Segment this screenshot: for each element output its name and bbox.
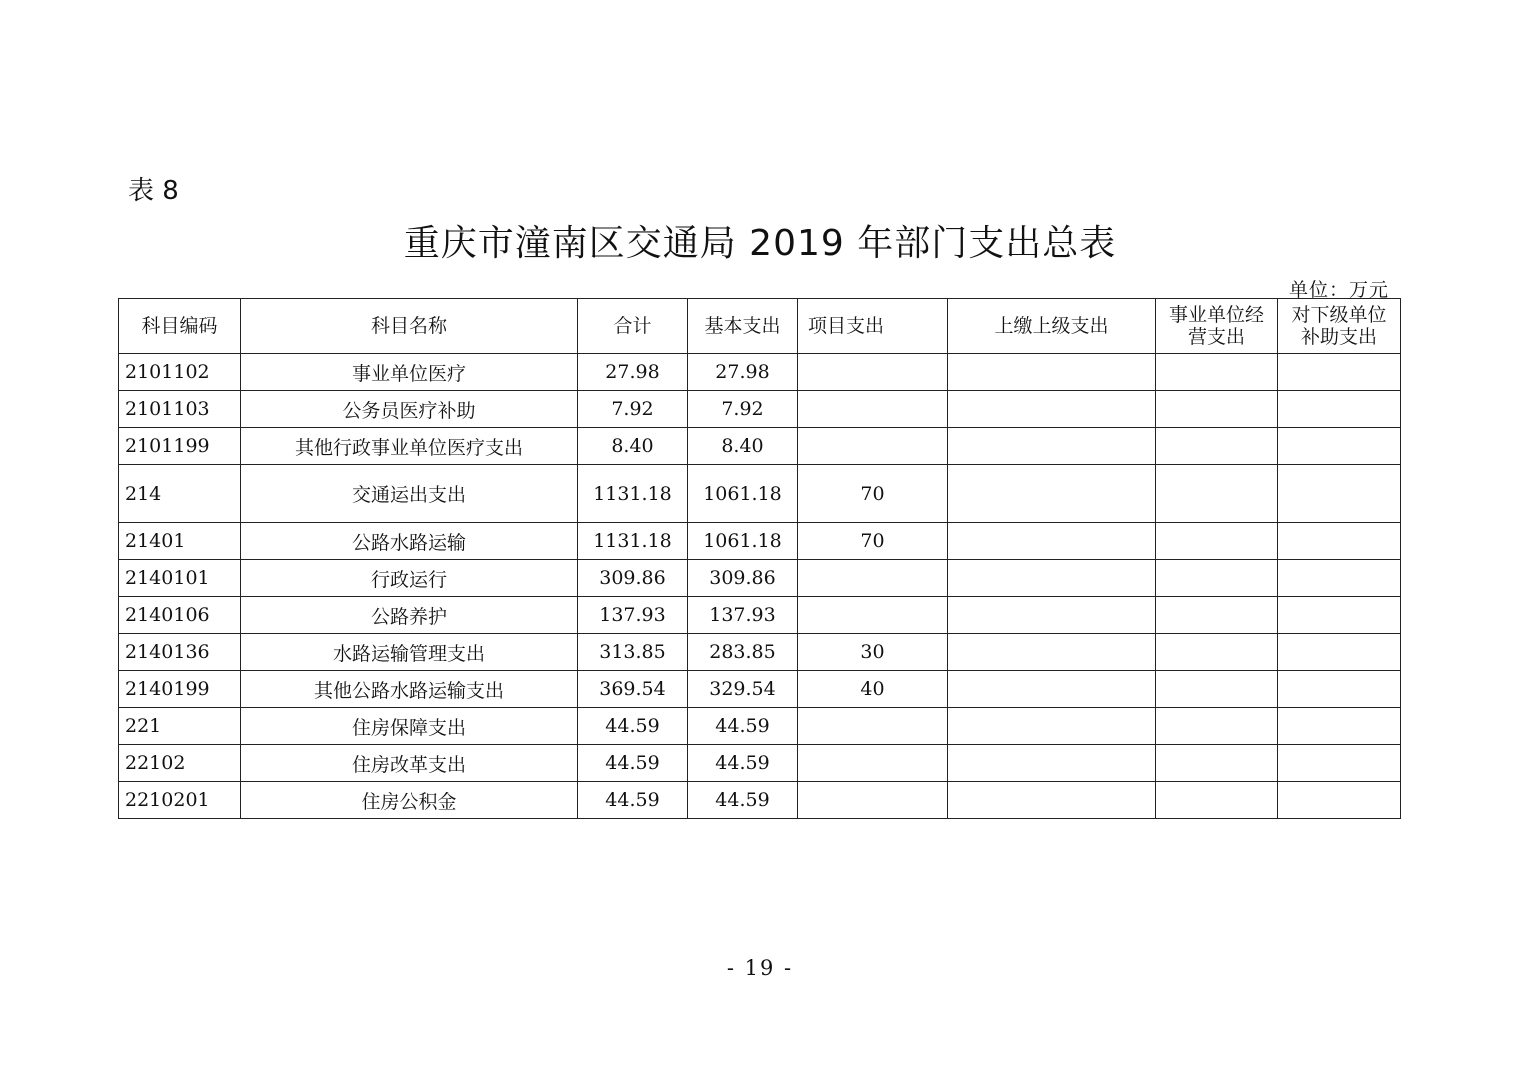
cell-upper <box>948 671 1156 708</box>
cell-business <box>1156 634 1278 671</box>
cell-upper <box>948 597 1156 634</box>
cell-code: 2101103 <box>119 391 241 428</box>
cell-business <box>1156 391 1278 428</box>
cell-subsidy <box>1278 428 1401 465</box>
cell-project <box>798 597 948 634</box>
table-number: 表 8 <box>128 176 179 206</box>
cell-business <box>1156 671 1278 708</box>
cell-code: 22102 <box>119 745 241 782</box>
cell-business <box>1156 560 1278 597</box>
cell-project: 30 <box>798 634 948 671</box>
cell-upper <box>948 708 1156 745</box>
cell-project <box>798 560 948 597</box>
cell-total: 309.86 <box>578 560 688 597</box>
cell-upper <box>948 428 1156 465</box>
cell-code: 2101102 <box>119 354 241 391</box>
table-row <box>119 391 1401 428</box>
cell-name: 住房公积金 <box>241 782 578 819</box>
cell-business <box>1156 428 1278 465</box>
table-row <box>119 354 1401 391</box>
cell-upper <box>948 523 1156 560</box>
cell-subsidy <box>1278 745 1401 782</box>
cell-basic: 27.98 <box>688 354 798 391</box>
cell-subsidy <box>1278 708 1401 745</box>
cell-subsidy <box>1278 465 1401 523</box>
cell-project <box>798 745 948 782</box>
cell-code: 214 <box>119 465 241 523</box>
cell-business <box>1156 597 1278 634</box>
document-title: 重庆市潼南区交通局 2019 年部门支出总表 <box>403 223 1117 264</box>
cell-subsidy <box>1278 391 1401 428</box>
header-business: 事业单位经营支出 <box>1156 299 1278 354</box>
cell-subsidy <box>1278 560 1401 597</box>
cell-total: 8.40 <box>578 428 688 465</box>
table-row <box>119 465 1401 523</box>
cell-basic: 44.59 <box>688 745 798 782</box>
header-project: 项目支出 <box>798 299 948 354</box>
table-row <box>119 782 1401 819</box>
cell-subsidy <box>1278 671 1401 708</box>
cell-upper <box>948 560 1156 597</box>
cell-code: 2101199 <box>119 428 241 465</box>
cell-name: 水路运输管理支出 <box>241 634 578 671</box>
cell-project <box>798 391 948 428</box>
table-row <box>119 560 1401 597</box>
cell-basic: 8.40 <box>688 428 798 465</box>
table-row <box>119 634 1401 671</box>
cell-total: 369.54 <box>578 671 688 708</box>
cell-name: 事业单位医疗 <box>241 354 578 391</box>
cell-name: 其他公路水路运输支出 <box>241 671 578 708</box>
cell-project <box>798 428 948 465</box>
expenditure-table <box>118 298 1401 819</box>
cell-subsidy <box>1278 634 1401 671</box>
cell-basic: 1061.18 <box>688 523 798 560</box>
cell-project <box>798 782 948 819</box>
cell-basic: 137.93 <box>688 597 798 634</box>
cell-code: 2140199 <box>119 671 241 708</box>
cell-code: 2140106 <box>119 597 241 634</box>
cell-name: 住房改革支出 <box>241 745 578 782</box>
cell-upper <box>948 391 1156 428</box>
cell-name: 住房保障支出 <box>241 708 578 745</box>
cell-basic: 44.59 <box>688 782 798 819</box>
cell-upper <box>948 745 1156 782</box>
cell-total: 313.85 <box>578 634 688 671</box>
table-row <box>119 708 1401 745</box>
header-upper: 上缴上级支出 <box>948 299 1156 354</box>
cell-project <box>798 708 948 745</box>
cell-code: 2210201 <box>119 782 241 819</box>
cell-total: 44.59 <box>578 782 688 819</box>
cell-subsidy <box>1278 597 1401 634</box>
header-row <box>119 299 1401 354</box>
cell-subsidy <box>1278 523 1401 560</box>
unit-note: 单位：万元 <box>1288 279 1389 301</box>
cell-name: 行政运行 <box>241 560 578 597</box>
cell-total: 27.98 <box>578 354 688 391</box>
cell-name: 公路养护 <box>241 597 578 634</box>
table-row <box>119 745 1401 782</box>
cell-name: 其他行政事业单位医疗支出 <box>241 428 578 465</box>
cell-subsidy <box>1278 782 1401 819</box>
cell-name: 公路水路运输 <box>241 523 578 560</box>
header-basic: 基本支出 <box>688 299 798 354</box>
cell-total: 44.59 <box>578 708 688 745</box>
cell-total: 7.92 <box>578 391 688 428</box>
cell-total: 1131.18 <box>578 465 688 523</box>
cell-subsidy <box>1278 354 1401 391</box>
cell-upper <box>948 634 1156 671</box>
cell-basic: 309.86 <box>688 560 798 597</box>
cell-code: 2140101 <box>119 560 241 597</box>
cell-name: 公务员医疗补助 <box>241 391 578 428</box>
cell-business <box>1156 354 1278 391</box>
cell-basic: 1061.18 <box>688 465 798 523</box>
cell-business <box>1156 745 1278 782</box>
cell-code: 21401 <box>119 523 241 560</box>
cell-total: 1131.18 <box>578 523 688 560</box>
header-total: 合计 <box>578 299 688 354</box>
cell-business <box>1156 465 1278 523</box>
cell-name: 交通运出支出 <box>241 465 578 523</box>
cell-project: 70 <box>798 465 948 523</box>
cell-business <box>1156 708 1278 745</box>
cell-project <box>798 354 948 391</box>
table-row <box>119 671 1401 708</box>
cell-upper <box>948 354 1156 391</box>
cell-upper <box>948 465 1156 523</box>
table-row <box>119 428 1401 465</box>
header-code: 科目编码 <box>119 299 241 354</box>
table-row <box>119 523 1401 560</box>
cell-total: 44.59 <box>578 745 688 782</box>
cell-code: 221 <box>119 708 241 745</box>
cell-upper <box>948 782 1156 819</box>
cell-basic: 283.85 <box>688 634 798 671</box>
header-name: 科目名称 <box>241 299 578 354</box>
cell-business <box>1156 782 1278 819</box>
page-number: - 19 - <box>726 956 794 980</box>
cell-basic: 44.59 <box>688 708 798 745</box>
cell-total: 137.93 <box>578 597 688 634</box>
cell-business <box>1156 523 1278 560</box>
cell-basic: 329.54 <box>688 671 798 708</box>
cell-project: 70 <box>798 523 948 560</box>
header-subsidy: 对下级单位补助支出 <box>1278 299 1401 354</box>
cell-basic: 7.92 <box>688 391 798 428</box>
table-row <box>119 597 1401 634</box>
cell-project: 40 <box>798 671 948 708</box>
cell-code: 2140136 <box>119 634 241 671</box>
